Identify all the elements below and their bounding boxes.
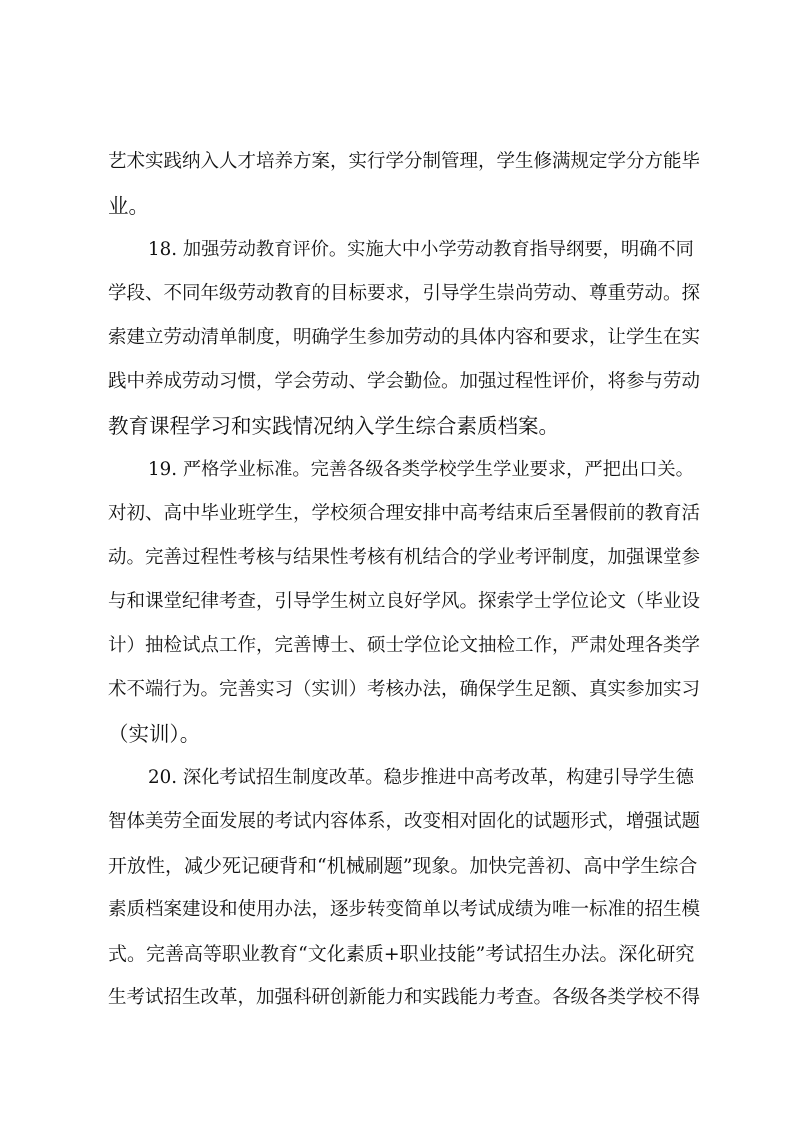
text-line: 术不端行为。完善实习（实训）考核办法，确保学生足额、真实参加实习 [108,679,701,700]
text-line: 智体美劳全面发展的考试内容体系，改变相对固化的试题形式，增强试题 [108,811,701,832]
text-line: 生考试招生改革，加强科研创新能力和实践能力考查。各级各类学校不得 [108,987,701,1008]
text-line: 艺术实践纳入人才培养方案，实行学分制管理，学生修满规定学分方能毕 [108,151,701,172]
text-line: 践中养成劳动习惯，学会劳动、学会勤俭。加强过程性评价，将参与劳动 [108,371,701,392]
text-line: 与和课堂纪律考查，引导学生树立良好学风。探索学士学位论文（毕业设 [108,591,701,612]
text-line: 业。 [108,194,149,218]
text-line: 学段、不同年级劳动教育的目标要求，引导学生崇尚劳动、尊重劳动。探 [108,283,701,304]
text-line: （实训）。 [108,722,201,746]
text-line: 对初、高中毕业班学生，学校须合理安排中高考结束后至暑假前的教育活 [108,503,701,524]
text-line: 素质档案建设和使用办法，逐步转变简单以考试成绩为唯一标准的招生模 [108,899,701,920]
text-line: 开放性，减少死记硬背和“机械刷题”现象。加快完善初、高中学生综合 [108,855,698,877]
paragraph-heading-line: 19. 严格学业标准。完善各级各类学校学生学业要求，严把出口关。 [148,459,694,480]
paragraph-heading-line: 18. 加强劳动教育评价。实施大中小学劳动教育指导纲要，明确不同 [148,239,694,260]
text-line: 索建立劳动清单制度，明确学生参加劳动的具体内容和要求，让学生在实 [108,327,701,348]
text-line: 计）抽检试点工作，完善博士、硕士学位论文抽检工作，严肃处理各类学 [108,635,701,656]
paragraph-heading-line: 20. 深化考试招生制度改革。稳步推进中高考改革，构建引导学生德 [148,767,694,788]
text-line: 教育课程学习和实践情况纳入学生综合素质档案。 [108,414,559,438]
text-line: 动。完善过程性考核与结果性考核有机结合的学业考评制度，加强课堂参 [108,547,701,568]
text-line: 式。完善高等职业教育“文化素质+职业技能”考试招生办法。深化研究 [108,943,695,965]
